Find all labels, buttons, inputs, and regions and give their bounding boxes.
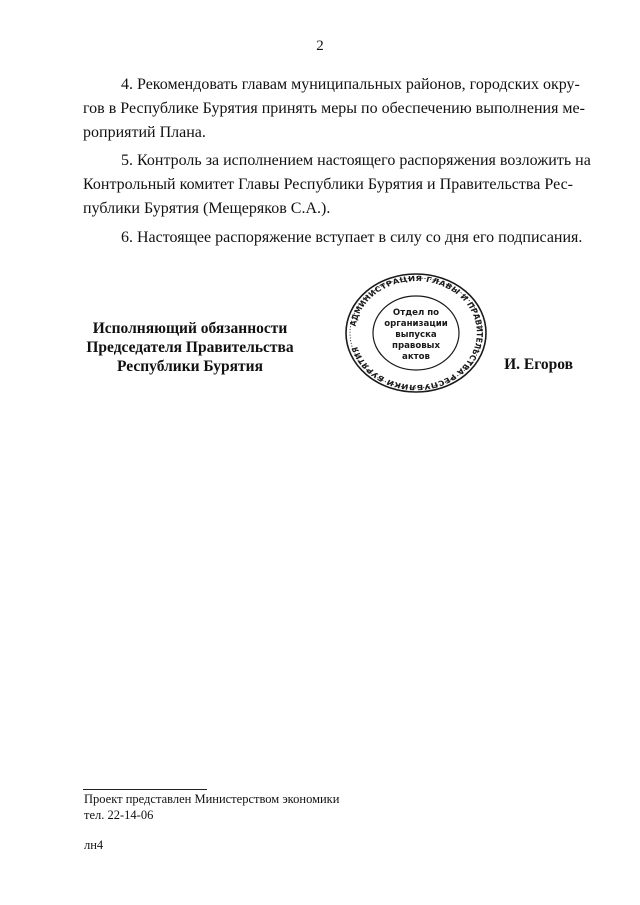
seal-inner-line: правовых (392, 341, 440, 351)
signatory-title (80, 319, 300, 376)
paragraph-4 (83, 73, 585, 145)
paragraph-4-line: роприятий Плана. (83, 124, 206, 141)
signatory-name: И. Егоров (504, 356, 573, 373)
paragraph-4-line: гов в Республике Бурятия принять меры по обеспечению выполнения ме- (83, 100, 585, 117)
paragraph-5-line: публики Бурятия (Мещеряков С.А.). (83, 200, 331, 217)
paragraph-5 (83, 149, 591, 221)
paragraph-6 (83, 226, 583, 250)
paragraph-6-line: 6. Настоящее распоряжение вступает в силу со дня его подписания. (121, 229, 583, 246)
paragraph-5-line: Контрольный комитет Главы Республики Бурятия и Правительства Рес- (83, 176, 573, 193)
seal-inner-line: Отдел по (392, 308, 440, 318)
seal-inner-line: организации (384, 319, 448, 329)
seal-outer-text: АДМИНИСТРАЦИЯ ГЛАВЫ И ПРАВИТЕЛЬСТВА РЕСПУБЛИКИ БУРЯТИЯ (348, 274, 485, 392)
footnote-project: Проект представлен Министерством экономики (84, 792, 340, 806)
official-seal-graphic (342, 271, 490, 395)
signatory-title-line: Исполняющий обязанности (92, 320, 288, 337)
seal-inner-line: актов (402, 352, 430, 362)
footnote-divider (83, 789, 207, 790)
footnote-phone: тел. 22-14-06 (84, 808, 154, 822)
signatory-title-line: Председателя Правительства (86, 339, 294, 356)
signatory-title-line: Республики Бурятия (117, 358, 263, 375)
footnote-document-code: лн4 (84, 838, 104, 852)
paragraph-5-line: 5. Контроль за исполнением настоящего распоряжения возложить на (121, 152, 591, 169)
official-seal (342, 271, 490, 395)
paragraph-4-line: 4. Рекомендовать главам муниципальных районов, городских окру- (121, 76, 580, 93)
page-number: 2 (316, 38, 324, 54)
seal-inner-line: выпуска (395, 330, 437, 340)
